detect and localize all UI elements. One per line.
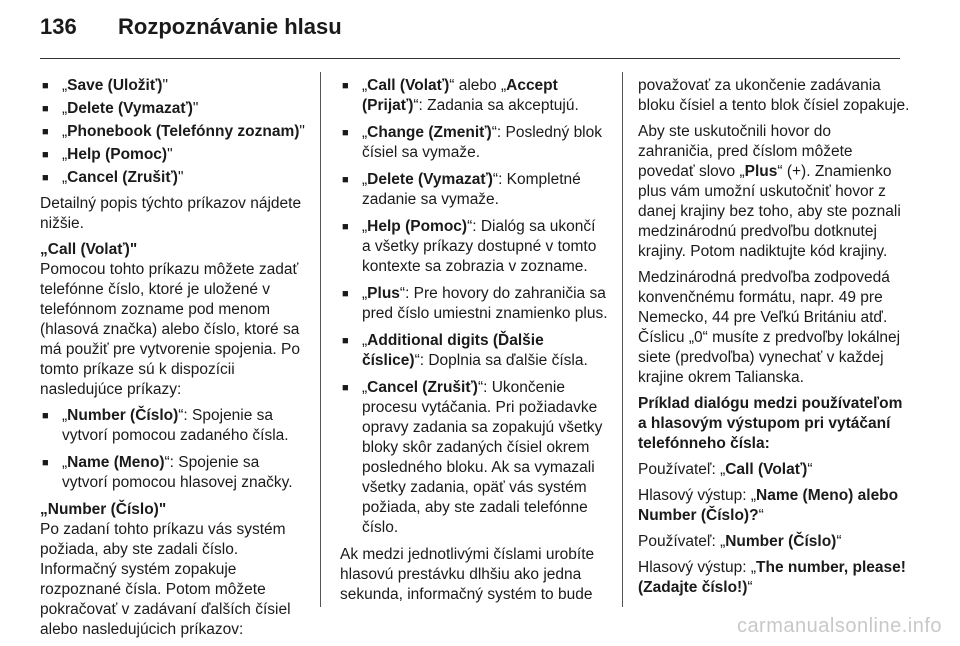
page-title: Rozpoznávanie hlasu bbox=[118, 14, 342, 39]
command-list-call bbox=[40, 406, 308, 493]
page-header bbox=[40, 14, 900, 54]
paragraph: Detailný popis týchto príkazov nájdete nižšie. bbox=[40, 195, 302, 232]
list-item: ■ „Additional digits (Ďalšie číslice)“: Doplnia sa ďalšie čísla. bbox=[340, 331, 608, 371]
dialog-line: Používateľ: „Number (Číslo)“ bbox=[638, 533, 842, 550]
command-list-main bbox=[40, 76, 308, 188]
list-item: ■ „Plus“: Pre hovory do zahraničia sa pred číslo umiestni znamienko plus. bbox=[340, 284, 608, 324]
list-item: ■ „Number (Číslo)“: Spojenie sa vytvorí pomocou zadaného čísla. bbox=[40, 406, 308, 446]
column-2 bbox=[340, 76, 608, 611]
list-item: ■ „Help (Pomoc)“: Dialóg sa ukončí a všetky príkazy dostupné v tomto kontexte sa zobrazia v zozname. bbox=[340, 217, 608, 277]
dialog-line: Hlasový výstup: „The number, please! (Zadajte číslo!)“ bbox=[638, 559, 906, 596]
paragraph: považovať za ukončenie zadávania bloku čísiel a tento blok čísiel zopakuje. bbox=[638, 77, 910, 114]
paragraph: Aby ste uskutočnili hovor do zahraničia, pred číslom môžete povedať slovo „Plus“ (+). Znamienko plus vám umožní uskutočniť hovor z danej krajiny bez toho, aby ste poznali medzinárodnú predvoľbu dotknutej krajiny. Potom nadiktujte kód krajiny. bbox=[638, 123, 901, 260]
paragraph: Ak medzi jednotlivými číslami urobíte hlasovú prestávku dlhšiu ako jedna sekunda, informačný systém to bude bbox=[340, 546, 595, 603]
list-item: ■ „Change (Zmeniť)“: Posledný blok čísiel sa vymaže. bbox=[340, 123, 608, 163]
dialog-line: Používateľ: „Call (Volať)“ bbox=[638, 461, 813, 478]
paragraph: Po zadaní tohto príkazu vás systém požiada, aby ste zadali číslo. Informačný systém zopakuje rozpoznané čísla. Potom môžete pokračovať v zadávaní ďalších čísiel alebo nasledujúcich príkazov: bbox=[40, 521, 291, 638]
list-item: ■ „Save (Uložiť)" bbox=[40, 76, 308, 96]
list-item: ■ „Delete (Vymazať)" bbox=[40, 99, 308, 119]
column-1 bbox=[40, 76, 308, 646]
section-heading-number: „Number (Číslo)" bbox=[40, 501, 167, 518]
list-item: ■ „Cancel (Zrušiť)“: Ukončenie procesu vytáčania. Pri požiadavke opravy zadania sa zopakujú všetky bloky skôr zadaných čísiel okrem posledného bloku. Ak sa vymazali všetky zadania, opäť vás systém požiada, aby ste zadali telefónne číslo. bbox=[340, 378, 608, 538]
page-number: 136 bbox=[40, 14, 77, 39]
list-item: ■ „Delete (Vymazať)“: Kompletné zadanie sa vymaže. bbox=[340, 170, 608, 210]
list-item: ■ „Help (Pomoc)" bbox=[40, 145, 308, 165]
list-item: ■ „Phonebook (Telefónny zoznam)" bbox=[40, 122, 308, 142]
list-item: ■ „Cancel (Zrušiť)" bbox=[40, 168, 308, 188]
section-heading-example: Príklad dialógu medzi používateľom a hlasovým výstupom pri vytáčaní telefónneho čísla: bbox=[638, 395, 903, 452]
list-item: ■ „Name (Meno)“: Spojenie sa vytvorí pomocou hlasovej značky. bbox=[40, 453, 308, 493]
paragraph: Pomocou tohto príkazu môžete zadať telefónne číslo, ktoré je uložené v telefónnom zozname pod menom (hlasová značka) alebo číslo, ktoré sa má použiť pre vytvorenie spojenia. Po tomto príkaze sú k dispozícii nasledujúce príkazy: bbox=[40, 261, 300, 398]
column-divider-1 bbox=[320, 72, 321, 607]
dialog-line: Hlasový výstup: „Name (Meno) alebo Number (Číslo)?“ bbox=[638, 487, 899, 524]
list-item: ■ „Call (Volať)“ alebo „Accept (Prijať)“: Zadania sa akceptujú. bbox=[340, 76, 608, 116]
section-heading-call: „Call (Volať)" bbox=[40, 241, 138, 258]
column-divider-2 bbox=[622, 72, 623, 607]
header-divider bbox=[40, 58, 900, 59]
watermark: carmanualsonline.info bbox=[736, 615, 942, 637]
command-list-number bbox=[340, 76, 608, 538]
paragraph: Medzinárodná predvoľba zodpovedá konvenčnému formátu, napr. 49 pre Nemecko, 44 pre Veľkú Britániu atď. Číslicu „0“ musíte z predvoľby lokálnej siete (predvoľba) vynechať v každej krajine okrem Talianska. bbox=[638, 269, 901, 386]
column-3 bbox=[638, 76, 910, 604]
